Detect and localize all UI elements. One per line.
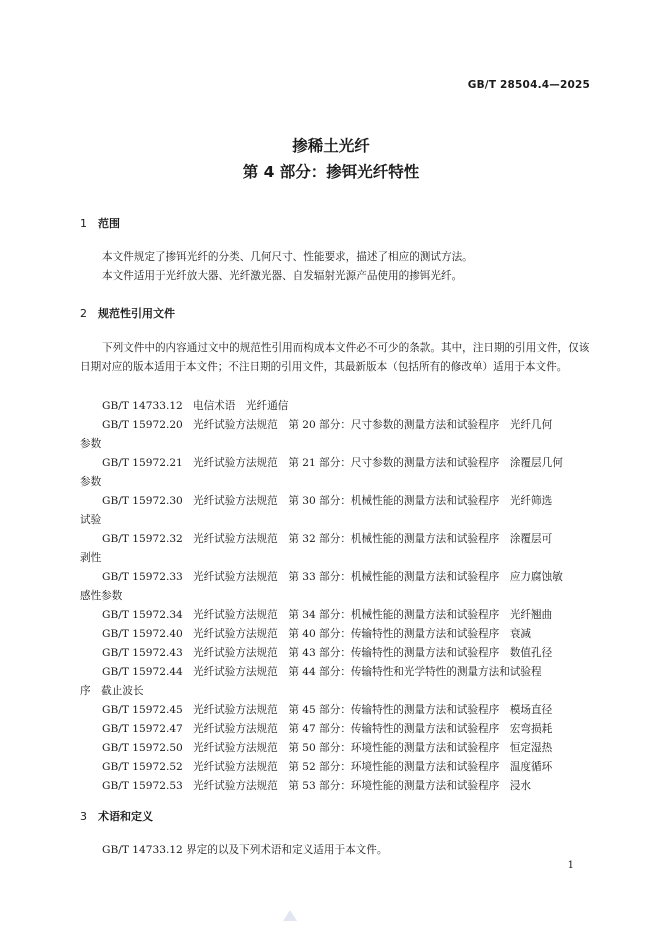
reference-title-continued: 参数 bbox=[80, 438, 102, 450]
reference-code: GB/T 15972.40 bbox=[102, 628, 183, 640]
page-number: 1 bbox=[567, 860, 574, 871]
reference-code: GB/T 14733.12 bbox=[102, 400, 183, 412]
section-3-heading bbox=[80, 808, 153, 824]
reference-code: GB/T 15972.20 bbox=[102, 419, 183, 431]
reference-code: GB/T 15972.30 bbox=[102, 495, 183, 507]
reference-item bbox=[80, 454, 592, 492]
reference-title-continued: 剥性 bbox=[80, 552, 102, 564]
reference-code: GB/T 15972.47 bbox=[102, 723, 183, 735]
reference-item bbox=[80, 644, 592, 663]
reference-item bbox=[80, 397, 592, 416]
reference-item bbox=[80, 416, 592, 454]
section-number: 3 bbox=[80, 810, 87, 823]
publisher-logo-icon bbox=[281, 908, 299, 924]
reference-code: GB/T 15972.45 bbox=[102, 704, 183, 716]
section-2-intro: 下列文件中的内容通过文中的规范性引用而构成本文件必不可少的条款。其中，注日期的引用文件，仅该日期对应的版本适用于本文件；不注日期的引用文件，其最新版本（包括所有的修改单）适用于本文件。 bbox=[80, 342, 590, 373]
reference-title: 光纤试验方法规范 第 50 部分：环境性能的测量方法和试验程序 恒定湿热 bbox=[193, 742, 553, 754]
section-number: 1 bbox=[80, 217, 87, 230]
reference-title-continued: 感性参数 bbox=[80, 590, 123, 602]
reference-title-continued: 序 截止波长 bbox=[80, 685, 144, 697]
reference-code: GB/T 15972.43 bbox=[102, 647, 183, 659]
reference-code: GB/T 15972.44 bbox=[102, 666, 183, 678]
document-title-line1: 掺稀土光纤 bbox=[292, 137, 370, 155]
section-title: 规范性引用文件 bbox=[98, 307, 175, 320]
reference-title-continued: 试验 bbox=[80, 514, 102, 526]
reference-code: GB/T 15972.50 bbox=[102, 742, 183, 754]
reference-item bbox=[80, 606, 592, 625]
reference-item bbox=[80, 663, 592, 701]
section-title: 术语和定义 bbox=[98, 810, 153, 823]
reference-item bbox=[80, 492, 592, 530]
reference-item bbox=[80, 720, 592, 739]
reference-title: 光纤试验方法规范 第 33 部分：机械性能的测量方法和试验程序 应力腐蚀敏 bbox=[193, 571, 563, 583]
reference-item bbox=[80, 568, 592, 606]
reference-title-continued: 参数 bbox=[80, 476, 102, 488]
standard-code: GB/T 28504.4—2025 bbox=[467, 79, 590, 91]
section-1-heading bbox=[80, 215, 120, 231]
section-3-paragraph: GB/T 14733.12 界定的以及下列术语和定义适用于本文件。 bbox=[102, 844, 388, 856]
reference-item bbox=[80, 777, 592, 796]
section-title: 范围 bbox=[98, 217, 120, 230]
reference-title: 光纤试验方法规范 第 30 部分：机械性能的测量方法和试验程序 光纤筛选 bbox=[193, 495, 553, 507]
reference-code: GB/T 15972.21 bbox=[102, 457, 183, 469]
reference-item bbox=[80, 739, 592, 758]
reference-item bbox=[80, 625, 592, 644]
reference-title: 光纤试验方法规范 第 43 部分：传输特性的测量方法和试验程序 数值孔径 bbox=[193, 647, 553, 659]
reference-code: GB/T 15972.53 bbox=[102, 780, 183, 792]
reference-code: GB/T 15972.32 bbox=[102, 533, 183, 545]
reference-item bbox=[80, 758, 592, 777]
reference-title: 光纤试验方法规范 第 32 部分：机械性能的测量方法和试验程序 涂覆层可 bbox=[193, 533, 553, 545]
reference-title: 光纤试验方法规范 第 52 部分：环境性能的测量方法和试验程序 温度循环 bbox=[193, 761, 553, 773]
reference-code: GB/T 15972.33 bbox=[102, 571, 183, 583]
reference-title: 光纤试验方法规范 第 20 部分：尺寸参数的测量方法和试验程序 光纤几何 bbox=[193, 419, 553, 431]
reference-title: 光纤试验方法规范 第 53 部分：环境性能的测量方法和试验程序 浸水 bbox=[193, 780, 532, 792]
reference-code: GB/T 15972.34 bbox=[102, 609, 183, 621]
section-2-heading bbox=[80, 305, 175, 321]
reference-title: 电信术语 光纤通信 bbox=[193, 400, 289, 412]
reference-title: 光纤试验方法规范 第 21 部分：尺寸参数的测量方法和试验程序 涂覆层几何 bbox=[193, 457, 563, 469]
section-1-paragraph-1: 本文件规定了掺铒光纤的分类、几何尺寸、性能要求，描述了相应的测试方法。 bbox=[102, 251, 473, 263]
reference-title: 光纤试验方法规范 第 40 部分：传输特性的测量方法和试验程序 衰减 bbox=[193, 628, 532, 640]
reference-item bbox=[80, 701, 592, 720]
section-number: 2 bbox=[80, 307, 87, 320]
reference-item bbox=[80, 530, 592, 568]
section-1-paragraph-2: 本文件适用于光纤放大器、光纤激光器、自发辐射光源产品使用的掺铒光纤。 bbox=[102, 270, 463, 282]
reference-code: GB/T 15972.52 bbox=[102, 761, 183, 773]
document-title-line2: 第 4 部分：掺铒光纤特性 bbox=[242, 163, 420, 181]
reference-title: 光纤试验方法规范 第 34 部分：机械性能的测量方法和试验程序 光纤翘曲 bbox=[193, 609, 553, 621]
reference-title: 光纤试验方法规范 第 47 部分：传输特性的测量方法和试验程序 宏弯损耗 bbox=[193, 723, 553, 735]
reference-title: 光纤试验方法规范 第 44 部分：传输特性和光学特性的测量方法和试验程 bbox=[193, 666, 542, 678]
reference-title: 光纤试验方法规范 第 45 部分：传输特性的测量方法和试验程序 模场直径 bbox=[193, 704, 553, 716]
